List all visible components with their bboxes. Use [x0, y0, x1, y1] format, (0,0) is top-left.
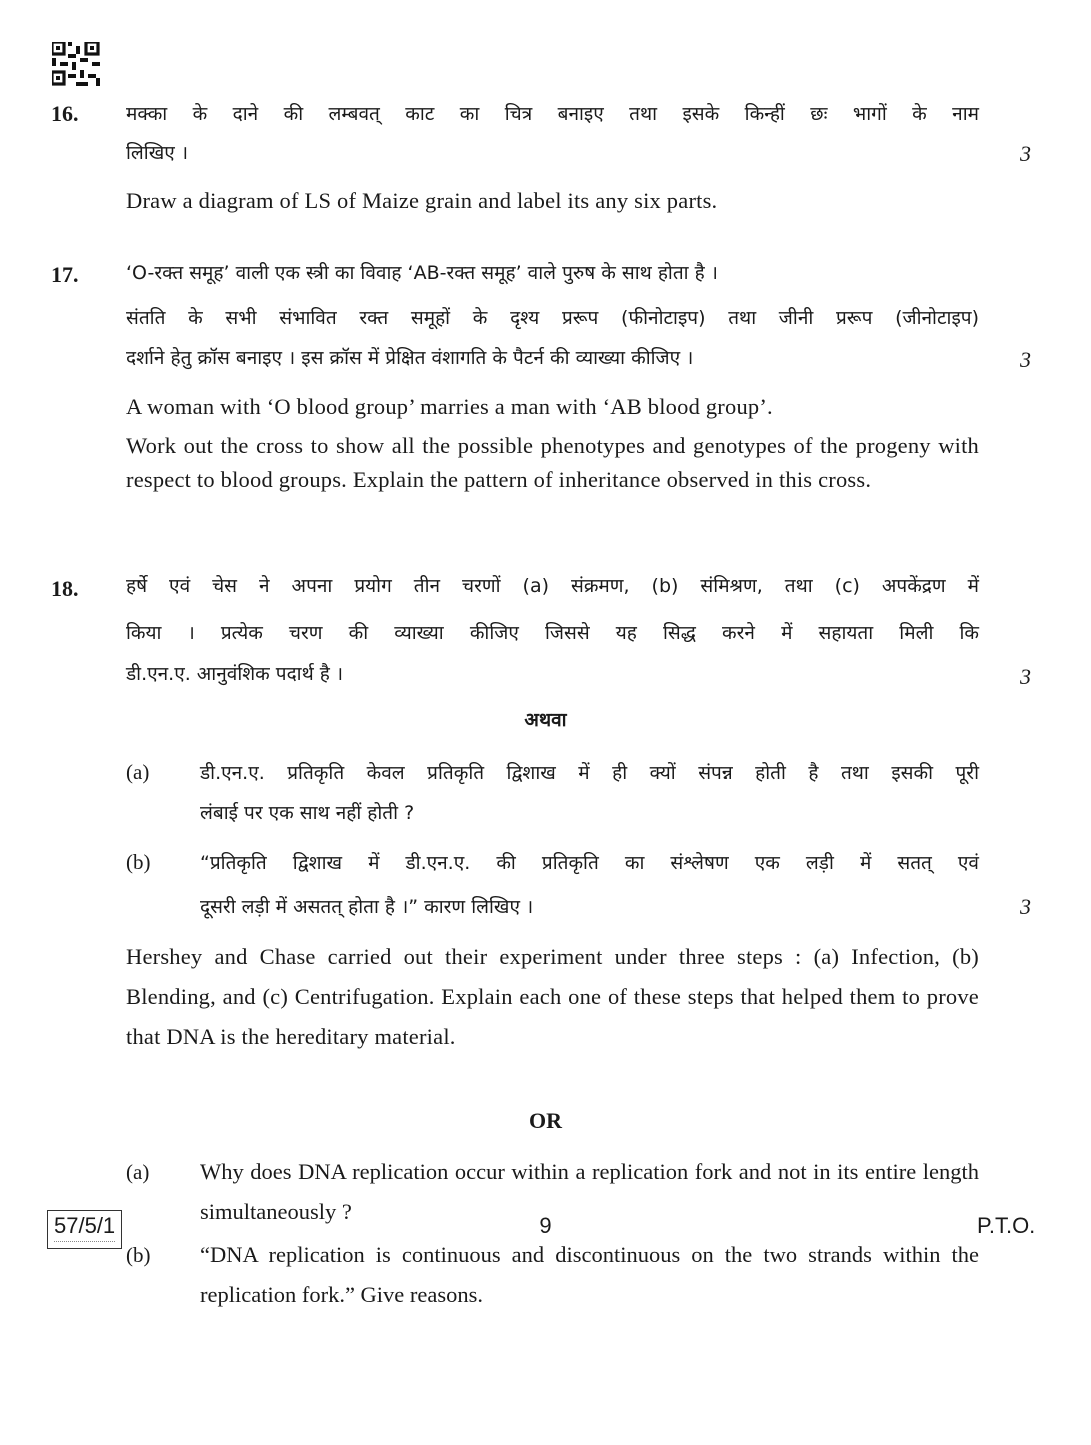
page-number: 9	[539, 1213, 552, 1238]
marks: 3	[1020, 894, 1031, 919]
question-text-hindi: संतति के सभी संभावित रक्त समूहों के दृश्य प्ररूप (फीनोटाइप) तथा जीनी प्ररूप (जीनोटाइप)	[126, 307, 979, 329]
question-text-hindi: दर्शाने हेतु क्रॉस बनाइए । इस क्रॉस में प्रेक्षित वंशागति के पैटर्न की व्याख्या कीजिए ।	[126, 347, 694, 369]
question-text-hindi: हर्षे एवं चेस ने अपना प्रयोग तीन चरणों (a) संक्रमण, (b) संमिश्रण, तथा (c) अपकेंद्रण में	[126, 575, 979, 597]
question-text-english: Hershey and Chase carried out their experiment under three steps : (a) Infection, (b) Blending, and (c) Centrifugation. Explain each one of these steps that helped them to prove that DNA is the hereditary material.	[126, 944, 979, 1049]
qr-code-icon	[52, 42, 100, 86]
pto-label: P.T.O.	[977, 1213, 1036, 1238]
or-heading-english: OR	[529, 1108, 562, 1133]
question-number: 16.	[51, 101, 79, 126]
question-text-english: Work out the cross to show all the possible phenotypes and genotypes of the progeny with respect to blood groups. Explain the pattern of inheritance observed in this cross.	[126, 433, 979, 492]
question-number: 17.	[51, 262, 79, 287]
sub-question-label: (b)	[126, 1243, 151, 1267]
sub-question-label: (b)	[126, 850, 151, 874]
question-text-hindi: किया । प्रत्येक चरण की व्याख्या कीजिए जिससे यह सिद्ध करने में सहायता मिली कि	[126, 622, 979, 644]
sub-question-hindi: लंबाई पर एक साथ नहीं होती ?	[200, 802, 415, 824]
or-heading-hindi: अथवा	[524, 709, 567, 731]
question-text-hindi: मक्का के दाने की लम्बवत् काट का चित्र बनाइए तथा इसके किन्हीं छः भागों के नाम	[126, 103, 979, 125]
code-strip	[54, 1241, 115, 1248]
question-text-hindi: ‘O-रक्त समूह’ वाली एक स्त्री का विवाह ‘AB-रक्त समूह’ वाले पुरुष के साथ होता है ।	[126, 262, 718, 284]
question-number: 18.	[51, 576, 79, 601]
marks: 3	[1020, 347, 1031, 372]
paper-code-text: 57/5/1	[54, 1213, 116, 1238]
question-text-english: A woman with ‘O blood group’ marries a man with ‘AB blood group’.	[126, 394, 773, 419]
sub-question-label: (a)	[126, 760, 150, 784]
sub-question-hindi: दूसरी लड़ी में असतत् होता है ।” कारण लिखिए ।	[200, 896, 534, 918]
question-text-english: Draw a diagram of LS of Maize grain and label its any six parts.	[126, 188, 718, 213]
question-text-hindi: लिखिए ।	[126, 142, 189, 164]
sub-question-english: “DNA replication is continuous and discontinuous on the two strands within the replication fork.” Give reasons.	[200, 1242, 979, 1307]
sub-question-hindi: “प्रतिकृति द्विशाख में डी.एन.ए. की प्रतिकृति का संश्लेषण एक लड़ी में सतत् एवं	[200, 852, 979, 874]
sub-question-english: Why does DNA replication occur within a replication fork and not in its entire length simultaneously ?	[200, 1159, 979, 1224]
question-text-hindi: डी.एन.ए. आनुवंशिक पदार्थ है ।	[126, 663, 344, 685]
sub-question-hindi: डी.एन.ए. प्रतिकृति केवल प्रतिकृति द्विशाख में ही क्यों संपन्न होती है तथा इसकी पूरी	[200, 762, 979, 784]
sub-question-label: (a)	[126, 1160, 150, 1184]
marks: 3	[1020, 141, 1031, 166]
marks: 3	[1020, 664, 1031, 689]
